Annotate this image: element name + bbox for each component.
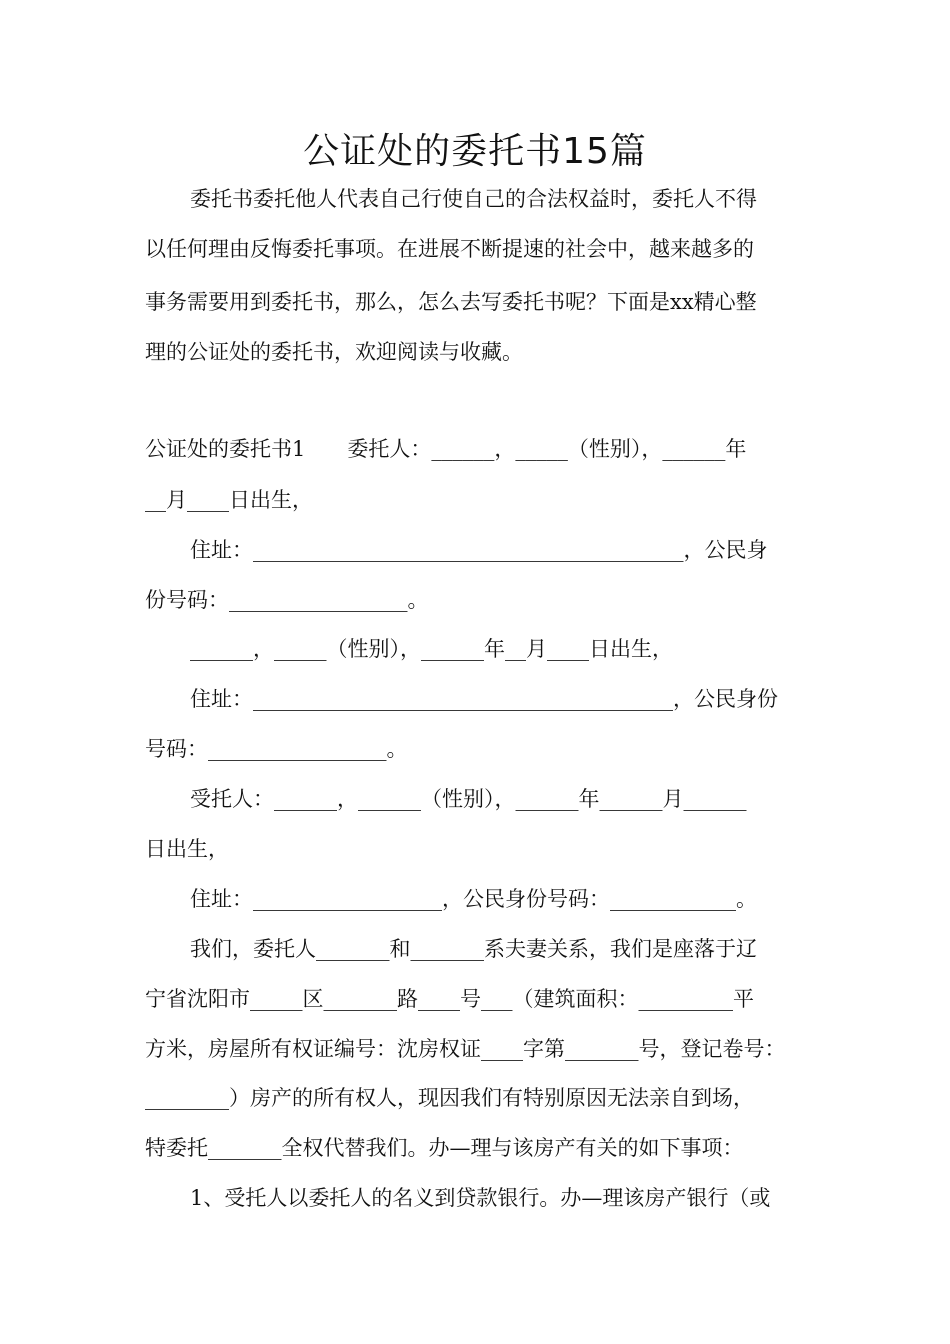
item-1-line: 1、受托人以委托人的名义到贷款银行。办—理该房产银行（或 [190,1186,771,1210]
body-line-3: 方米，房屋所有权证编号：沈房权证____字第_______号，登记卷号： [145,1037,786,1061]
intro-line-3: 事务需要用到委托书，那么，怎么去写委托书呢？下面是xx精心整 [145,290,757,314]
document-title: 公证处的委托书15篇 [303,131,647,172]
agent-line: 受托人：______，______（性别），______年______月______ [190,787,747,811]
second-id-line: 号码：_________________。 [145,737,408,761]
agent-birth-line: 日出生， [145,837,229,861]
second-principal-line: ______，_____（性别），______年__月____日出生， [190,637,673,661]
body-line-2: 宁省沈阳市_____区_______路____号___（建筑面积：_________平 [145,987,754,1011]
body-line-1: 我们，委托人_______和_______系夫妻关系，我们是座落于辽 [190,937,757,961]
second-address-line: 住址：________________________________________，公民身份 [190,687,778,711]
section-heading-line: 公证处的委托书1 委托人：______，_____（性别），______年 [145,437,747,461]
agent-address-line: 住址：__________________，公民身份号码：____________。 [190,887,757,911]
intro-line-1: 委托书委托他人代表自己行使自己的合法权益时，委托人不得 [190,187,757,211]
intro-line-4: 理的公证处的委托书，欢迎阅读与收藏。 [145,340,523,364]
body-line-4: ________）房产的所有权人，现因我们有特别原因无法亲自到场， [145,1086,754,1110]
intro-line-2: 以任何理由反悔委托事项。在进展不断提速的社会中，越来越多的 [145,237,754,261]
principal-address-line: 住址：_________________________________________，公民身 [190,538,768,562]
principal-birth-line: __月____日出生， [145,488,313,512]
body-line-5: 特委托_______全权代替我们。办—理与该房产有关的如下事项： [145,1136,744,1160]
principal-id-line: 份号码：_________________。 [145,588,429,612]
